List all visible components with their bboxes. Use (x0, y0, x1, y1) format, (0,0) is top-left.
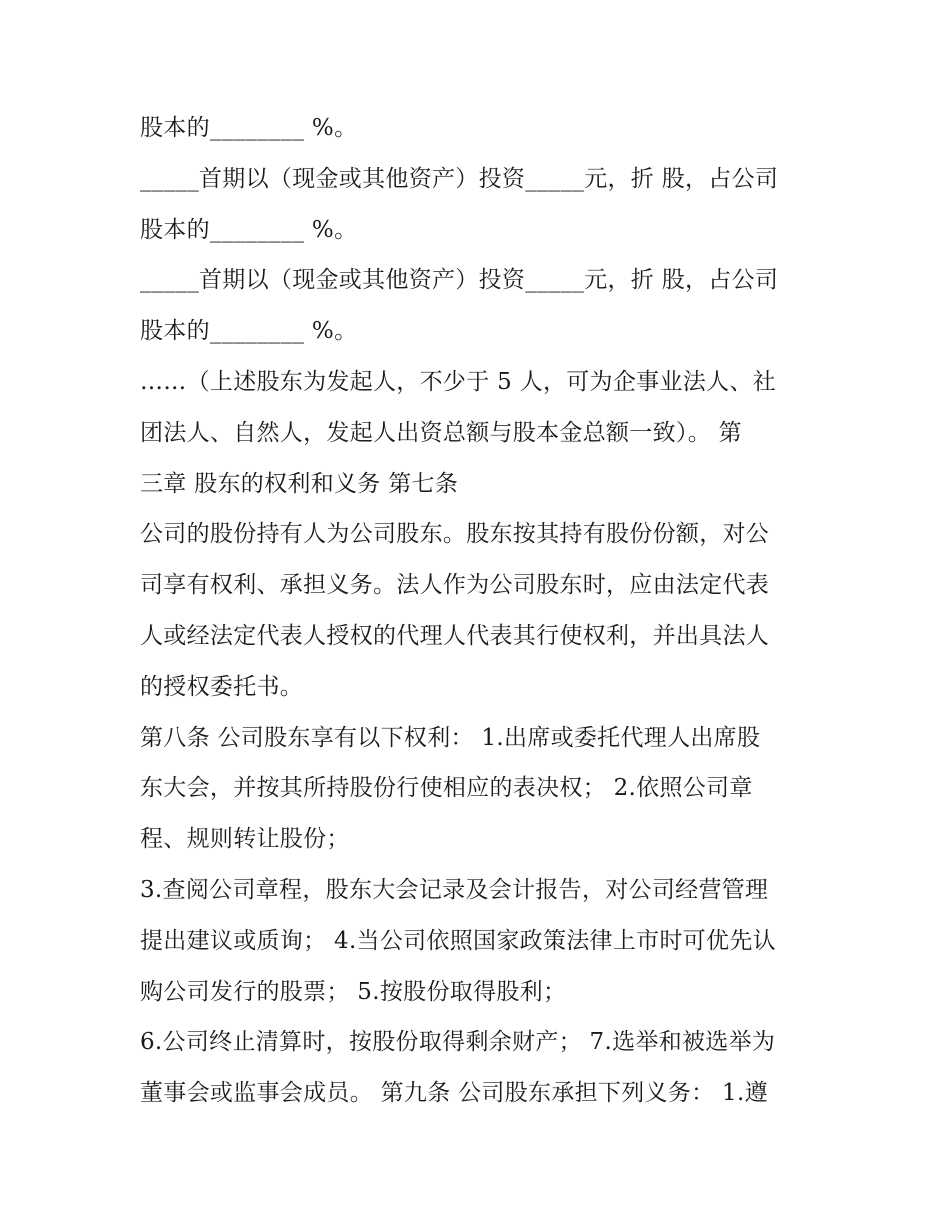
text-line: 6.公司终止清算时，按股份取得剩余财产； 7.选举和被选举为 (140, 1029, 776, 1056)
text-line: 股本的________ %。 (140, 216, 358, 243)
text-line: 东大会，并按其所持股份行使相应的表决权； 2.依照公司章 (140, 775, 753, 802)
article-9-line: 董事会或监事会成员。 第九条 公司股东承担下列义务： 1.遵 (140, 1080, 768, 1107)
text-line: 3.查阅公司章程，股东大会记录及会计报告，对公司经营管理 (140, 876, 769, 903)
text-line: 提出建议或质询； 4.当公司依照国家政策法律上市时可优先认 (140, 927, 776, 954)
text-line: 司享有权利、承担义务。法人作为公司股东时，应由法定代表 (140, 572, 770, 599)
text-line: 的授权委托书。 (140, 673, 304, 700)
text-line: _____首期以（现金或其他资产）投资_____元，折 股，占公司 (140, 165, 779, 192)
chapter-heading-line: 三章 股东的权利和义务 第七条 (140, 470, 459, 497)
document-body (140, 103, 820, 1119)
text-line: ……（上述股东为发起人，不少于 5 人，可为企事业法人、社 (140, 368, 776, 395)
text-line: 股本的________ %。 (140, 318, 358, 345)
text-line: 程、规则转让股份； (140, 826, 350, 853)
text-line: 购公司发行的股票； 5.按股份取得股利； (140, 978, 567, 1005)
text-line: 团法人、自然人，发起人出资总额与股本金总额一致）。 第 (140, 419, 742, 446)
text-line: 人或经法定代表人授权的代理人代表其行使权利，并出具法人 (140, 622, 770, 649)
text-line: 股本的________ %。 (140, 115, 358, 141)
article-8-line: 第八条 公司股东享有以下权利： 1.出席或委托代理人出席股 (140, 724, 761, 751)
text-line: _____首期以（现金或其他资产）投资_____元，折 股，占公司 (140, 267, 779, 294)
text-line: 公司的股份持有人为公司股东。股东按其持有股份份额，对公 (140, 521, 770, 548)
